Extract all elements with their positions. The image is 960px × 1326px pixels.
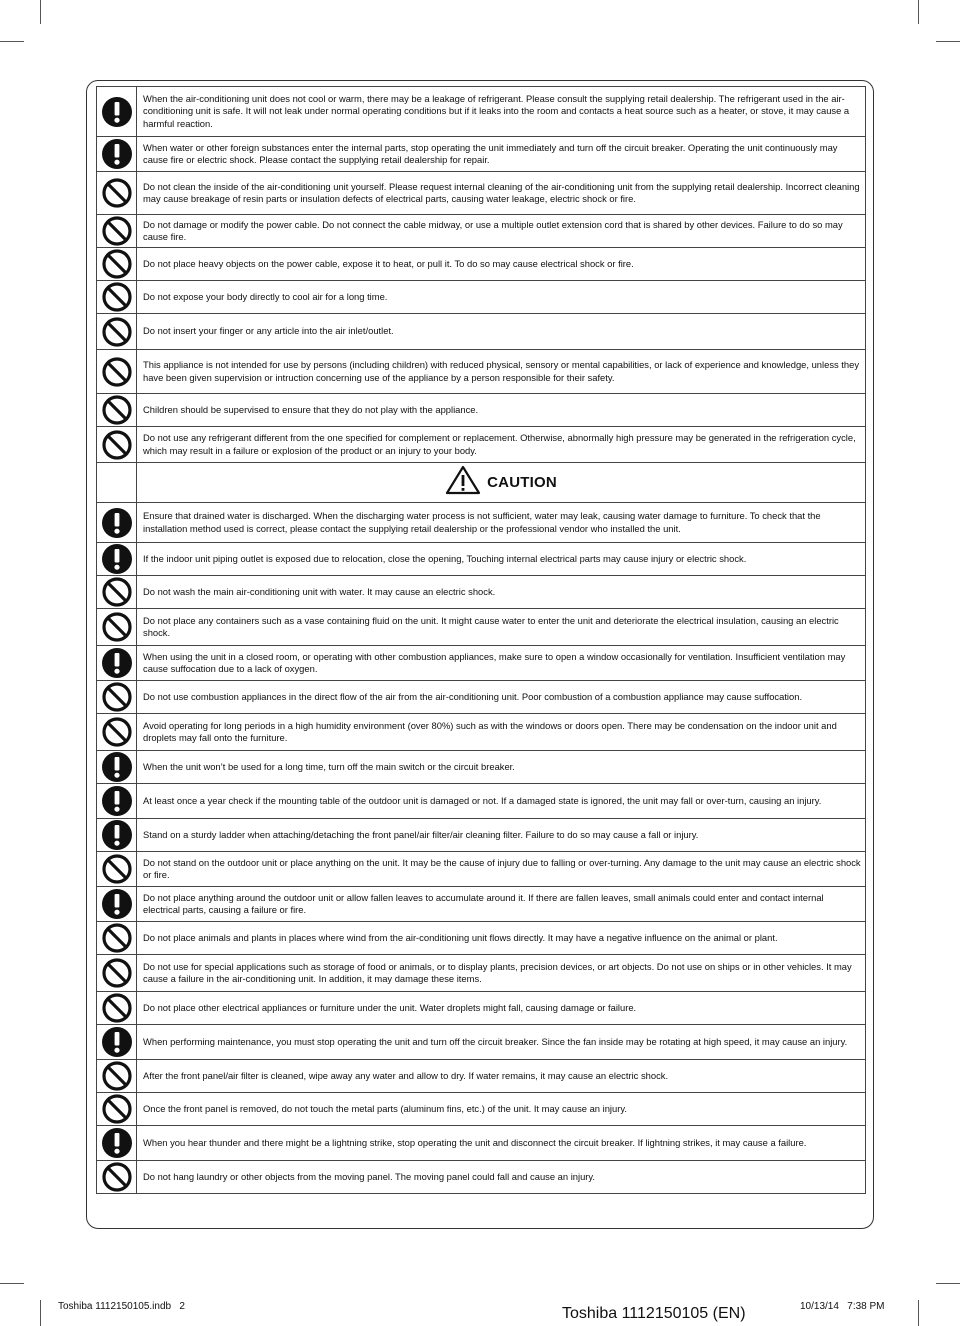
warning-text: Do not place anything around the outdoor unit or allow fallen leaves to accumulate around it. If there are fallen leaves, small animals could enter and contact internal electrical parts, causing a failure or fire. <box>137 887 866 922</box>
warning-text: When using the unit in a closed room, or operating with other combustion appliances, make sure to open a window occasionally for ventilation. Insufficient ventilation may cause suffocation due to a lack of oxygen. <box>137 646 866 681</box>
warning-text: Stand on a sturdy ladder when attaching/detaching the front panel/air filter/air cleaning filter. Failure to do so may cause a fall or injury. <box>137 819 866 852</box>
mandatory-action-icon <box>97 137 137 172</box>
crop-mark <box>936 41 960 42</box>
prohibited-icon <box>97 609 137 646</box>
warning-text: This appliance is not intended for use by persons (including children) with reduced physical, sensory or mental capabilities, or lack of experience and knowledge, unless they have been given supervision or intruction concerning use of the appliance by a person responsible for their safety. <box>137 350 866 394</box>
warning-row <box>97 1126 866 1161</box>
mandatory-action-icon <box>97 543 137 576</box>
warning-row <box>97 576 866 609</box>
warning-row <box>97 172 866 215</box>
warning-row <box>97 503 866 543</box>
mandatory-action-icon <box>97 887 137 922</box>
warning-row <box>97 394 866 427</box>
warning-row <box>97 314 866 350</box>
warning-row <box>97 714 866 751</box>
warning-row <box>97 215 866 248</box>
warning-row <box>97 427 866 463</box>
warning-row <box>97 609 866 646</box>
warning-row <box>97 137 866 172</box>
warning-text: Do not use combustion appliances in the direct flow of the air from the air-conditioning unit. Poor combustion of a combustion appliance may cause suffocation. <box>137 681 866 714</box>
mandatory-action-icon <box>97 646 137 681</box>
caution-label: CAUTION <box>487 474 557 491</box>
crop-mark <box>40 1300 41 1326</box>
mandatory-action-icon <box>97 1126 137 1161</box>
mandatory-action-icon <box>97 503 137 543</box>
warning-row <box>97 922 866 955</box>
caution-triangle-icon <box>445 465 481 500</box>
warning-text: When water or other foreign substances enter the internal parts, stop operating the unit immediately and turn off the circuit breaker. Operating the unit continuously may cause fire or electric shock. Please contact the supplying retail dealership for repair. <box>137 137 866 172</box>
mandatory-action-icon <box>97 819 137 852</box>
warning-text: When you hear thunder and there might be a lightning strike, stop operating the unit and disconnect the circuit breaker. If lightning strikes, it may cause a failure. <box>137 1126 866 1161</box>
crop-mark <box>40 0 41 24</box>
warning-text: Do not place any containers such as a vase containing fluid on the unit. It might cause water to enter the unit and deteriorate the electrical insulation, causing an electric shock. <box>137 609 866 646</box>
warning-text: At least once a year check if the mounting table of the outdoor unit is damaged or not. If a damaged state is ignored, the unit may fall or over-turn, causing an injury. <box>137 784 866 819</box>
warning-row <box>97 992 866 1025</box>
warning-text: Do not clean the inside of the air-conditioning unit yourself. Please request internal cleaning of the air-conditioning unit from the supplying retail dealership. Incorrect cleaning may cause breakage of resin parts or insulation defects of electrical parts, causing water leakage, electric shock or fire. <box>137 172 866 215</box>
warning-row <box>97 1025 866 1060</box>
warning-text: Do not use any refrigerant different from the one specified for complement or replacement. Otherwise, abnormally high pressure may be generated in the refrigeration cycle, which may result in a failure or explosion of the product or an injury to your body. <box>137 427 866 463</box>
warning-text: Do not stand on the outdoor unit or place anything on the unit. It may be the cause of injury due to falling or over-turning. Any damage to the unit may cause an electric shock or fire. <box>137 852 866 887</box>
prohibited-icon <box>97 215 137 248</box>
warning-row <box>97 543 866 576</box>
warning-text: Do not insert your finger or any article into the air inlet/outlet. <box>137 314 866 350</box>
mandatory-action-icon <box>97 784 137 819</box>
warning-text: After the front panel/air filter is cleaned, wipe away any water and allow to dry. If water remains, it may cause an electric shock. <box>137 1060 866 1093</box>
warning-text: Do not use for special applications such as storage of food or animals, or to display plants, precision devices, or art objects. Do not use on ships or in other vehicles. It may cause a failure in the air-conditioning unit. In addition, it may damage these items. <box>137 955 866 992</box>
prohibited-icon <box>97 714 137 751</box>
warning-row <box>97 646 866 681</box>
warning-text: Do not place other electrical appliances or furniture under the unit. Water droplets might fall, causing damage or failure. <box>137 992 866 1025</box>
warning-text: Do not place heavy objects on the power cable, expose it to heat, or pull it. To do so may cause electrical shock or fire. <box>137 248 866 281</box>
crop-mark <box>936 1283 960 1284</box>
warning-text: If the indoor unit piping outlet is exposed due to relocation, close the opening, Touching internal electrical parts may cause injury or electric shock. <box>137 543 866 576</box>
warning-row <box>97 852 866 887</box>
warning-list <box>97 87 866 463</box>
caution-list <box>97 503 866 1194</box>
prohibited-icon <box>97 1060 137 1093</box>
caution-header <box>137 463 866 503</box>
warning-row <box>97 819 866 852</box>
prohibited-icon <box>97 1093 137 1126</box>
prohibited-icon <box>97 992 137 1025</box>
warning-text: Do not expose your body directly to cool air for a long time. <box>137 281 866 314</box>
warning-row <box>97 350 866 394</box>
crop-mark <box>0 41 24 42</box>
footer-timestamp: 10/13/14 7:38 PM <box>800 1301 885 1312</box>
warning-text: Do not damage or modify the power cable. Do not connect the cable midway, or use a multiple outlet extension cord that is shared by other devices. Failure to do so may cause fire. <box>137 215 866 248</box>
warning-row <box>97 784 866 819</box>
crop-mark <box>918 1300 919 1326</box>
prohibited-icon <box>97 350 137 394</box>
warning-text: Do not wash the main air-conditioning unit with water. It may cause an electric shock. <box>137 576 866 609</box>
prohibited-icon <box>97 922 137 955</box>
warning-text: When the air-conditioning unit does not cool or warm, there may be a leakage of refrigerant. Please consult the supplying retail dealership. The refrigerant used in the air-conditioning unit is safe. It will not leak under normal operating conditions but if it leaks into the room and contacts a heat source such as a heater, or stove, it may cause a harmful reaction. <box>137 87 866 137</box>
prohibited-icon <box>97 427 137 463</box>
warning-text: Once the front panel is removed, do not touch the metal parts (aluminum fins, etc.) of the unit. It may cause an injury. <box>137 1093 866 1126</box>
prohibited-icon <box>97 681 137 714</box>
warning-row <box>97 1161 866 1194</box>
mandatory-action-icon <box>97 1025 137 1060</box>
warning-row <box>97 751 866 784</box>
prohibited-icon <box>97 248 137 281</box>
warning-text: Children should be supervised to ensure that they do not play with the appliance. <box>137 394 866 427</box>
warning-text: Do not hang laundry or other objects from the moving panel. The moving panel could fall and cause an injury. <box>137 1161 866 1194</box>
crop-mark <box>0 1283 24 1284</box>
warning-row <box>97 87 866 137</box>
footer-file-name: Toshiba 1112150105.indb 2 <box>58 1301 185 1312</box>
warning-row <box>97 281 866 314</box>
warning-row <box>97 248 866 281</box>
prohibited-icon <box>97 852 137 887</box>
prohibited-icon <box>97 394 137 427</box>
warning-row <box>97 887 866 922</box>
crop-mark <box>918 0 919 24</box>
prohibited-icon <box>97 955 137 992</box>
caution-header-row <box>97 463 866 503</box>
warning-row <box>97 681 866 714</box>
warning-row <box>97 955 866 992</box>
warning-text: Ensure that drained water is discharged. When the discharging water process is not sufficient, water may leak, causing water damage to furniture. To check that the installation method used is correct, please contact the supplying retail dealership or the professional vendor who installed the unit. <box>137 503 866 543</box>
warning-text: Do not place animals and plants in places where wind from the air-conditioning unit flows directly. It may have a negative influence on the animal or plant. <box>137 922 866 955</box>
mandatory-action-icon <box>97 87 137 137</box>
warning-text: When the unit won’t be used for a long time, turn off the main switch or the circuit breaker. <box>137 751 866 784</box>
prohibited-icon <box>97 281 137 314</box>
prohibited-icon <box>97 576 137 609</box>
footer-doc-code: Toshiba 1112150105 (EN) <box>562 1305 746 1322</box>
warning-row <box>97 1060 866 1093</box>
prohibited-icon <box>97 314 137 350</box>
mandatory-action-icon <box>97 751 137 784</box>
prohibited-icon <box>97 1161 137 1194</box>
warning-text: Avoid operating for long periods in a high humidity environment (over 80%) such as with the windows or doors open. There may be condensation on the indoor unit and droplets may fall onto the furniture. <box>137 714 866 751</box>
prohibited-icon <box>97 172 137 215</box>
warning-text: When performing maintenance, you must stop operating the unit and turn off the circuit breaker. Since the fan inside may be rotating at high speed, it may cause an injury. <box>137 1025 866 1060</box>
warning-row <box>97 1093 866 1126</box>
safety-table <box>96 86 866 1194</box>
